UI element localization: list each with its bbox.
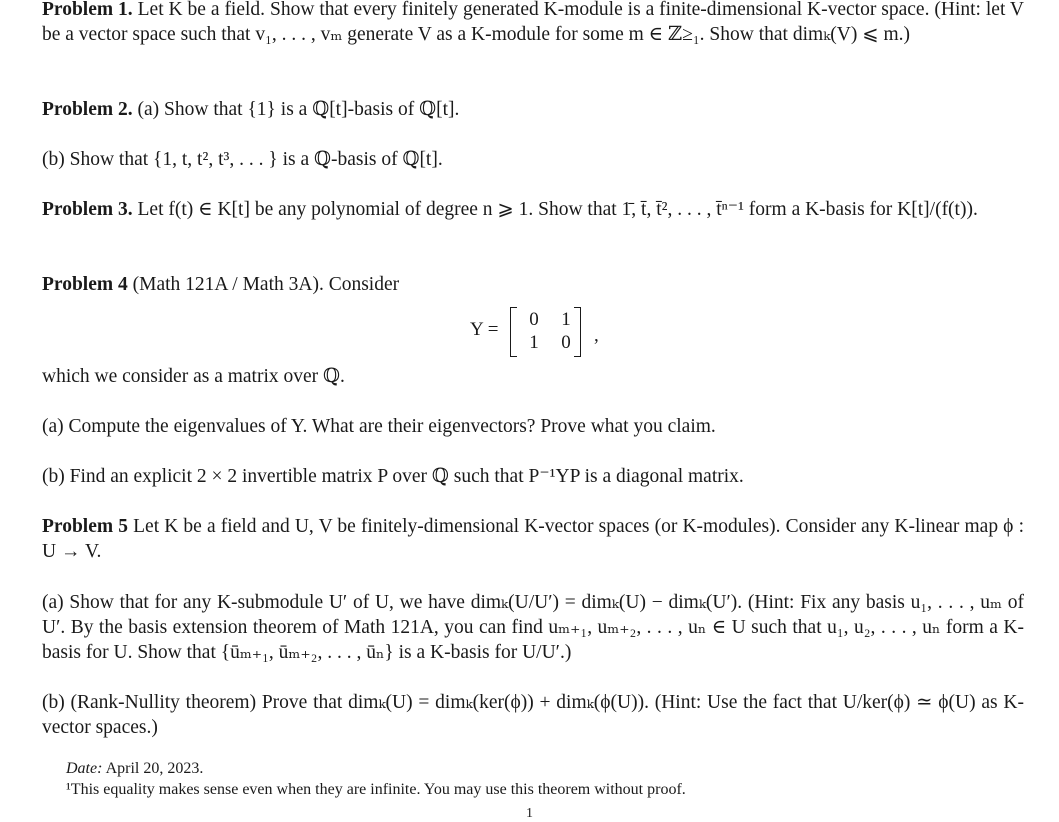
problem-3 [42, 197, 1024, 222]
matrix-label: Y = [470, 319, 499, 340]
problem-4 [42, 272, 1024, 297]
footnote: ¹This equality makes sense even when they are infinite. You may use this theorem without proof. [66, 781, 686, 798]
date-value: April 20, 2023. [105, 760, 204, 777]
problem-1-heading: Problem 1. [42, 0, 133, 20]
matrix-left-bracket [510, 307, 517, 357]
problem-4-part-b: (b) Find an explicit 2 × 2 invertible matrix P over ℚ such that P⁻¹YP is a diagonal matrix. [42, 466, 744, 487]
problem-2-part-b: (b) Show that {1, t, t², t³, . . . } is a ℚ-basis of ℚ[t]. [42, 149, 443, 170]
problem-5-part-a: (a) Show that for any K-submodule U′ of U, we have dimₖ(U/U′) = dimₖ(U) − dimₖ(U′). (Hint: Fix any basis u₁, . . . , uₘ of U′. By the basis extension theorem of Math 121A, you can find uₘ₊₁, uₘ₊₂, . . . , uₙ ∈ U such that u₁, u₂, . . . , uₙ form a K-basis for U. Show that {ūₘ₊₁, ūₘ₊₂, . . . , ūₙ} is a K-basis for U/U′.) [42, 592, 1024, 663]
problem-1-text: Let K be a field. Show that every finitely generated K-module is a finite-dimensional K-vector space. (Hint: let V be a vector space such that v₁, . . . , vₘ generate V as a K-module for some m ∈ ℤ≥₁. Show that dimₖ(V) ⩽ m.) [42, 0, 1025, 45]
problem-2-part-a: (a) Show that {1} is a ℚ[t]-basis of ℚ[t]. [137, 99, 460, 120]
problem-4-after-matrix: which we consider as a matrix over ℚ. [42, 366, 345, 387]
matrix-right-bracket [574, 307, 581, 357]
problem-5-heading: Problem 5 [42, 516, 128, 537]
matrix-cell-21: 1 [529, 332, 539, 353]
page-number: 1 [526, 806, 533, 821]
matrix-comma: , [594, 325, 599, 346]
problem-5-part-b: (b) (Rank-Nullity theorem) Prove that dimₖ(U) = dimₖ(ker(ϕ)) + dimₖ(ϕ(U)). (Hint: Use the fact that U/ker(ϕ) ≃ ϕ(U) as K-vector spaces.) [42, 692, 1024, 738]
problem-2 [42, 97, 1024, 122]
date-line [66, 758, 966, 779]
problem-4-part-a: (a) Compute the eigenvalues of Y. What are their eigenvectors? Prove what you claim. [42, 416, 716, 437]
date-label: Date: [66, 760, 103, 777]
problem-5-intro: Let K be a field and U, V be finitely-dimensional K-vector spaces (or K-modules). Consider any K-linear map ϕ : U → V. [42, 516, 1024, 562]
problem-4-heading: Problem 4 [42, 274, 128, 295]
problem-4-subtitle: (Math 121A / Math 3A). Consider [132, 274, 400, 295]
matrix-cell-12: 1 [561, 309, 571, 330]
footer [66, 758, 966, 800]
matrix-cell-11: 0 [529, 309, 539, 330]
problem-2-heading: Problem 2. [42, 99, 133, 120]
problem-3-heading: Problem 3. [42, 199, 133, 220]
problem-1 [42, 0, 1024, 47]
matrix-cell-22: 0 [561, 332, 571, 353]
problem-5 [42, 514, 1024, 564]
problem-3-text: Let f(t) ∈ K[t] be any polynomial of degree n ⩾ 1. Show that 1̄, t̄, t̄², . . . , t̄ⁿ⁻¹ form a K-basis for K[t]/(f(t)). [137, 199, 978, 220]
